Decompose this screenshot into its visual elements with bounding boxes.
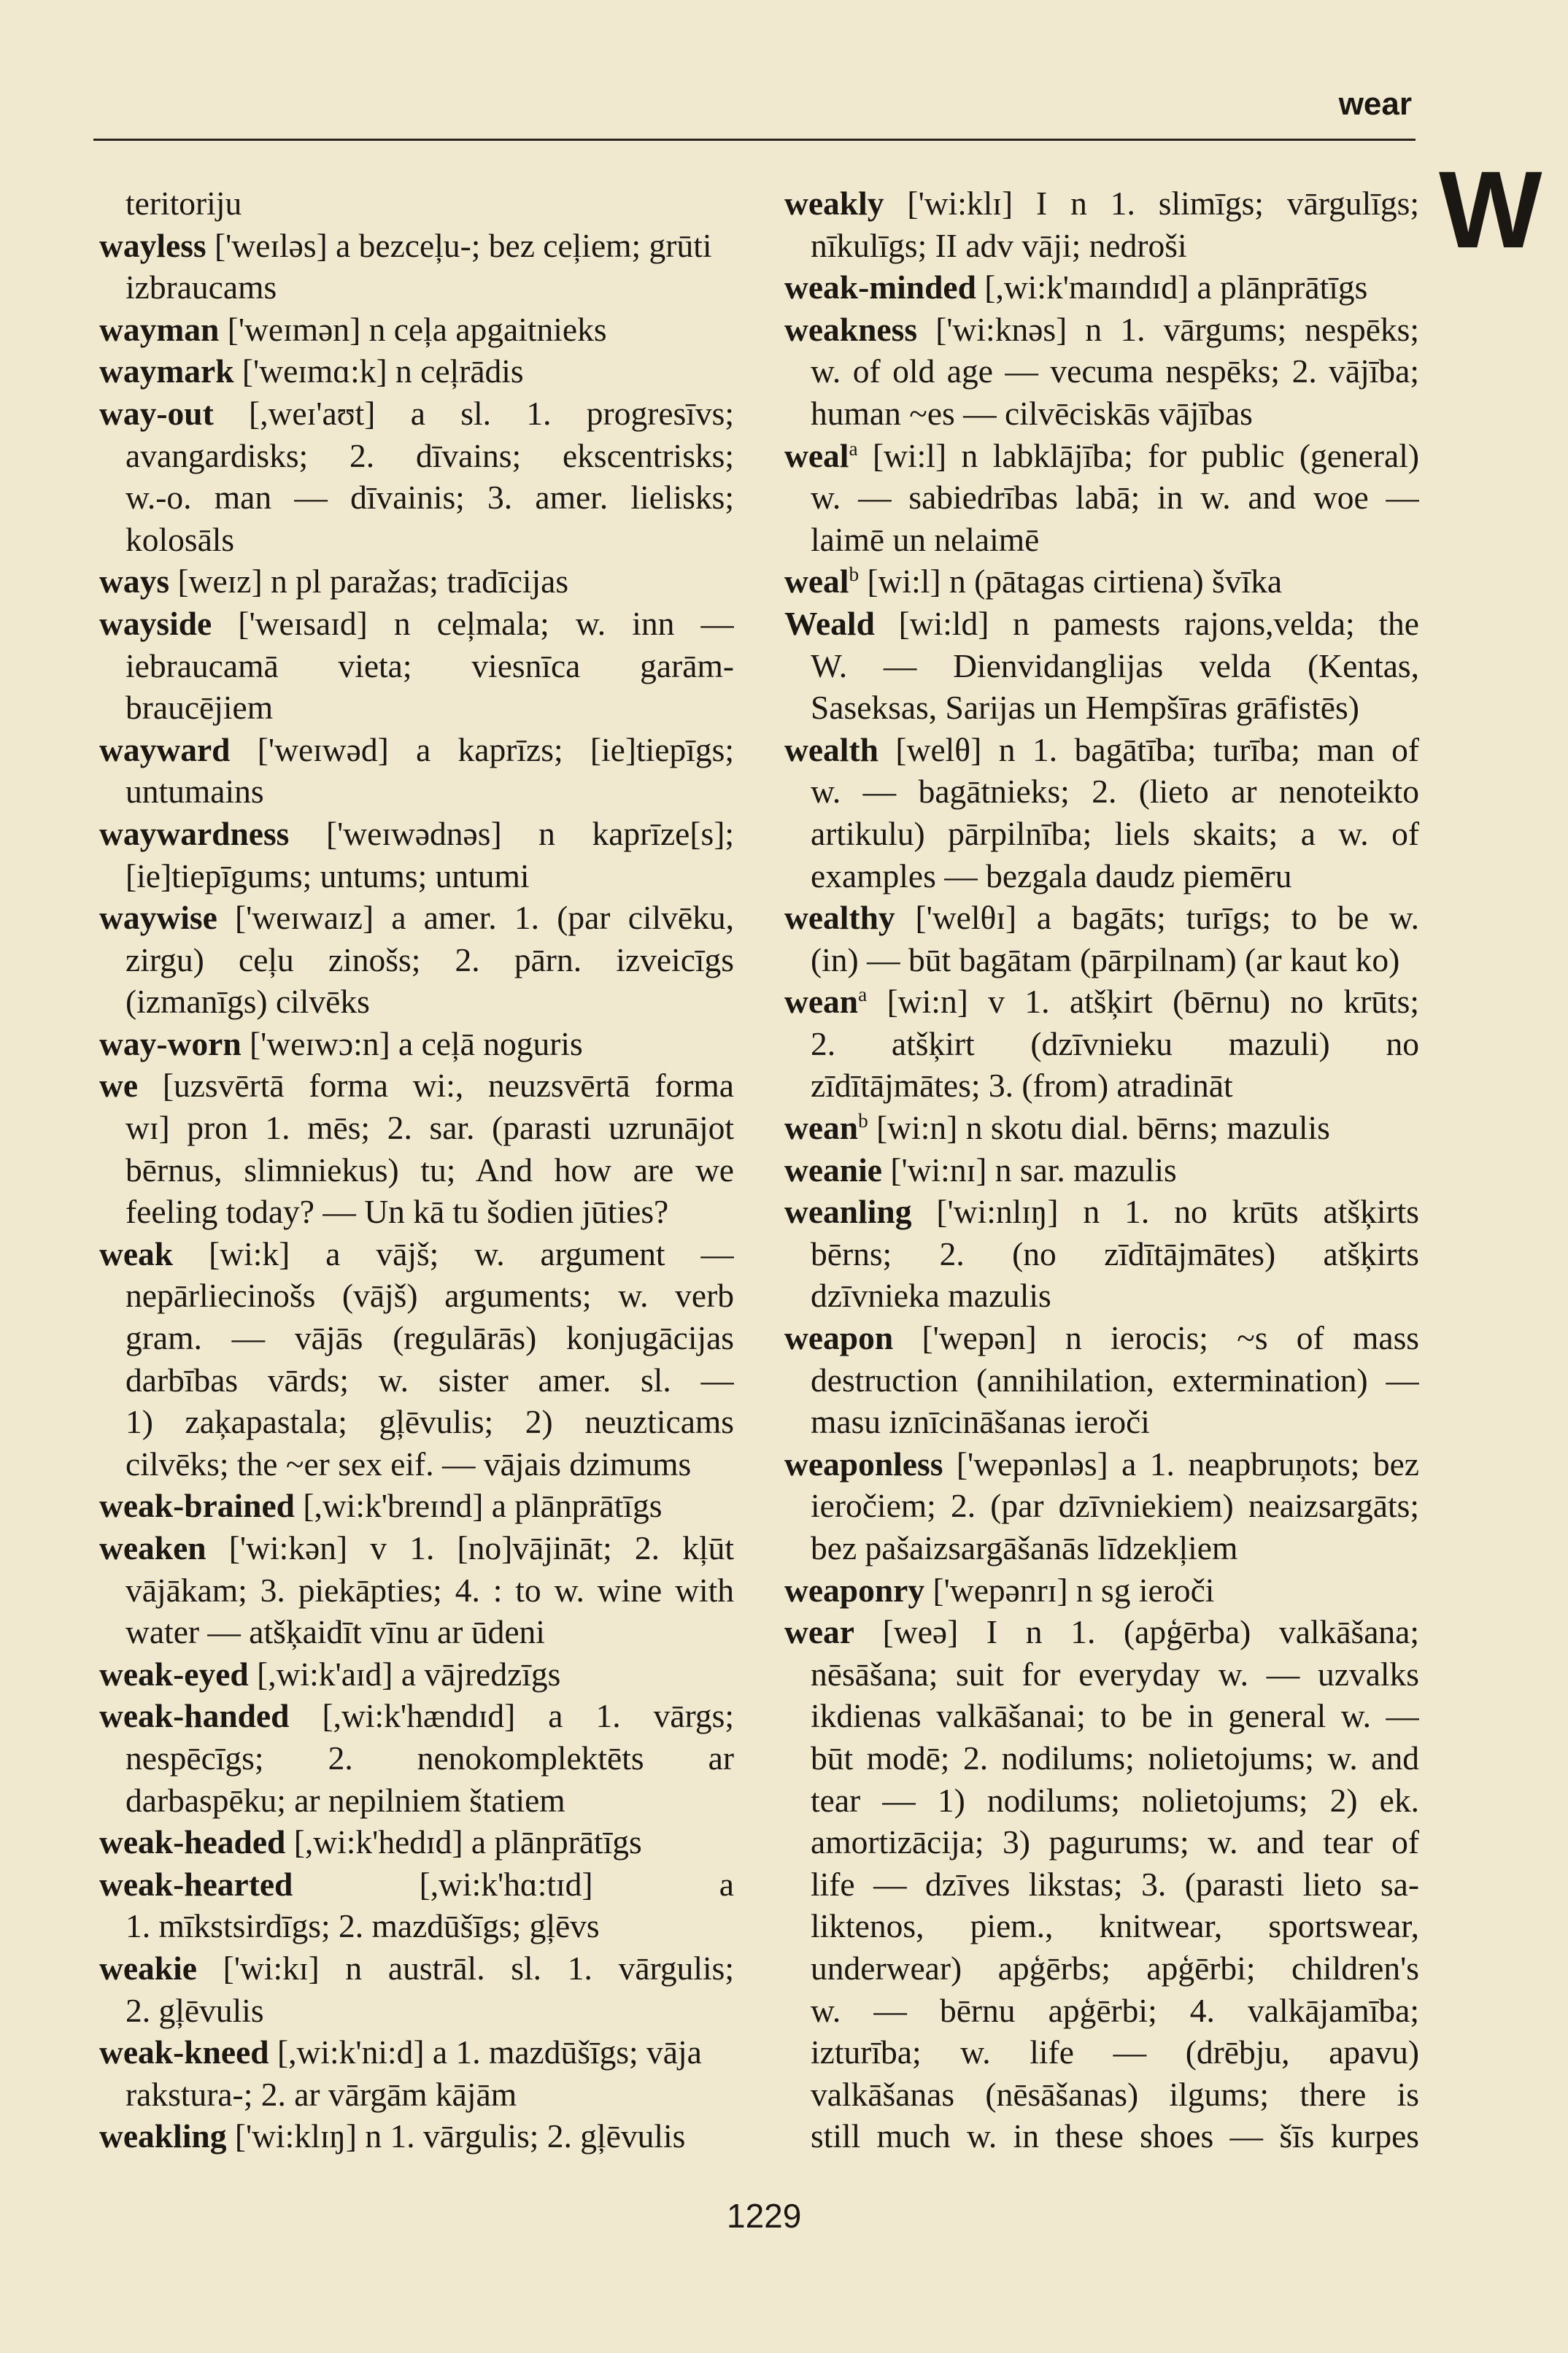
definition-text: ['weɪwəd] a kaprīzs; [ie]tiepīgs; (230, 730, 734, 768)
entry-line (99, 981, 734, 1023)
definition-text: ['welθɪ] a bagāts; turīgs; to be w. (895, 899, 1419, 937)
entry-line (99, 225, 734, 267)
definition-text: water — atšķaidīt vīnu ar ūdeni (125, 1613, 545, 1651)
headword: wayside (99, 604, 212, 642)
definition-text: ['wi:nɪ] n sar. mazulis (881, 1151, 1177, 1189)
entry-line (99, 1611, 734, 1653)
entry-line (784, 1359, 1419, 1402)
entry-line (784, 1443, 1419, 1485)
right-column (784, 182, 1419, 2157)
definition-text: destruction (annihilation, extermination) — (811, 1361, 1419, 1399)
definition-text: ['wi:kɪ] n austrāl. sl. 1. vārgulis; (196, 1949, 734, 1987)
definition-text: izbraucams (125, 268, 277, 306)
entry-line (99, 1947, 734, 1990)
entry-line (784, 1065, 1419, 1107)
definition-text: [,wi:k'hedɪd] a plānprātīgs (285, 1823, 642, 1861)
definition-text: underwear) apģērbs; apģērbi; children's (811, 1949, 1419, 1987)
entry-line (784, 1275, 1419, 1317)
entry-line (784, 897, 1419, 939)
definition-text: w. of old age — vecuma nespēks; 2. vājība; (811, 352, 1419, 390)
definition-text: examples — bezgala daudz piemēru (811, 857, 1292, 895)
entry-line (784, 266, 1419, 309)
entry-line (784, 1780, 1419, 1822)
headword: weak-headed (99, 1823, 286, 1861)
definition-text: būt modē; 2. nodilums; nolietojums; w. and (811, 1739, 1419, 1777)
entry-line (99, 1065, 734, 1107)
headword: weanie (784, 1151, 882, 1189)
left-column (99, 182, 734, 2157)
entry-line (99, 266, 734, 309)
definition-text: w. — sabiedrības labā; in w. and woe — (811, 479, 1419, 517)
definition-text: ['weɪwədnəs] n kaprīze[s]; (289, 814, 734, 852)
entry-line (784, 1863, 1419, 1906)
entry-line (99, 1821, 734, 1863)
headword: weaken (99, 1529, 206, 1566)
entry-line (784, 687, 1419, 729)
headword: way-out (99, 394, 214, 432)
definition-text: wɪ] pron 1. mēs; 2. sar. (parasti uzrunājot (125, 1109, 734, 1147)
definition-text: liktenos, piem., knitwear, sportswear, (811, 1907, 1419, 1945)
definition-text: artikulu) pārpilnība; liels skaits; a w. of (811, 814, 1419, 852)
headword: weakness (784, 310, 918, 348)
headword: weal (784, 563, 849, 600)
definition-text: zīdītājmātes; 3. (from) atradināt (811, 1067, 1233, 1105)
entry-line (784, 2115, 1419, 2157)
entry-line (784, 1107, 1419, 1149)
entry-line (784, 813, 1419, 855)
definition-text: amortizācija; 3) pagurums; w. and tear of (811, 1823, 1419, 1861)
entry-line (99, 1695, 734, 1737)
entry-line (99, 393, 734, 435)
headword: wayman (99, 310, 220, 348)
definition-text: nespēcīgs; 2. nenokomplektēts ar (125, 1739, 734, 1777)
entry-line (99, 729, 734, 771)
definition-text: ['weɪsaɪd] n ceļmala; w. inn — (212, 604, 734, 642)
entry-line (784, 435, 1419, 477)
entry-line (99, 350, 734, 393)
definition-text: kolosāls (125, 520, 235, 558)
headword: weanling (784, 1193, 912, 1231)
definition-text: valkāšanas (nēsāšanas) ilgums; there is (811, 2075, 1419, 2113)
headword: waywise (99, 899, 217, 937)
entry-line (99, 519, 734, 561)
definition-text: human ~es — cilvēciskās vājības (811, 394, 1253, 432)
entry-line (99, 603, 734, 645)
headword: ways (99, 563, 170, 600)
definition-text: w. — bērnu apģērbi; 4. valkājamība; (811, 1991, 1419, 2029)
entry-line (99, 687, 734, 729)
definition-text: masu iznīcināšanas ieroči (811, 1403, 1150, 1441)
definition-text: feeling today? — Un kā tu šodien jūties? (125, 1193, 669, 1231)
definition-text: cilvēks; the ~er sex eif. — vājais dzimums (125, 1445, 692, 1483)
definition-text: ['wi:nlɪŋ] n 1. no krūts atšķirts (911, 1193, 1419, 1231)
definition-text: 2. gļēvulis (125, 1991, 264, 2029)
definition-text: bez pašaizsargāšanās līdzekļiem (811, 1529, 1238, 1566)
definition-text: [wi:n] v 1. atšķirt (bērnu) no krūts; (867, 983, 1419, 1021)
entry-line (99, 855, 734, 897)
definition-text: [wi:l] n (pātagas cirtiena) švīka (859, 563, 1283, 600)
entry-line (99, 1485, 734, 1527)
headword: weaponless (784, 1445, 943, 1483)
entry-line (784, 2074, 1419, 2116)
entry-line (784, 560, 1419, 603)
entry-line (784, 182, 1419, 225)
definition-text: [,weɪ'aʊt] a sl. 1. progresīvs; (213, 394, 734, 432)
entry-line (784, 981, 1419, 1023)
entry-line (99, 1990, 734, 2032)
definition-text: [welθ] n 1. bagātība; turība; man of (878, 730, 1419, 768)
entry-line (784, 1191, 1419, 1233)
entry-line (784, 1233, 1419, 1275)
definition-text: 2. atšķirt (dzīvnieku mazuli) no (811, 1024, 1419, 1062)
definition-text: 1. mīkstsirdīgs; 2. mazdūšīgs; gļēvs (125, 1907, 600, 1945)
headword: wealth (784, 730, 878, 768)
definition-text: ['wi:klɪ] I n 1. slimīgs; vārgulīgs; (884, 185, 1419, 222)
definition-text: [weɪz] n pl paražas; tradīcijas (169, 563, 569, 600)
definition-text: avangardisks; 2. dīvains; ekscentrisks; (125, 436, 734, 474)
entry-line (784, 1569, 1419, 1612)
headword: wean (784, 1109, 859, 1147)
definition-text: untumains (125, 773, 264, 811)
definition-text: nēsāšana; suit for everyday w. — uzvalks (811, 1655, 1419, 1693)
headword: weak-minded (784, 268, 976, 306)
entry-line (784, 1695, 1419, 1737)
definition-text: ['wi:klɪŋ] n 1. vārgulis; 2. gļēvulis (226, 2117, 686, 2155)
definition-text: [wi:ld] n pamests rajons,velda; the (874, 604, 1419, 642)
entry-line (99, 1737, 734, 1780)
headword: wayward (99, 730, 231, 768)
entry-line (99, 476, 734, 519)
definition-text: rakstura-; 2. ar vārgām kājām (125, 2075, 517, 2113)
definition-text: ['weɪmən] n ceļa apgaitnieks (219, 310, 607, 348)
guide-word: wear (1338, 86, 1412, 122)
header-rule (93, 139, 1416, 141)
entry-line (99, 2074, 734, 2116)
headword: way-worn (99, 1024, 242, 1062)
definition-text: 1) zaķapastala; gļēvulis; 2) neuzticams (125, 1403, 734, 1441)
headword: wayless (99, 226, 206, 264)
homonym-index: a (849, 437, 858, 460)
headword: weak-brained (99, 1487, 295, 1525)
entry-line (784, 1737, 1419, 1780)
entry-line (784, 476, 1419, 519)
entry-line (784, 1485, 1419, 1527)
definition-text: w. — bagātnieks; 2. (lieto ar nenoteikto (811, 773, 1419, 811)
entry-line (784, 1947, 1419, 1990)
headword: weakling (99, 2117, 227, 2155)
homonym-index: b (858, 1109, 868, 1132)
entry-line (99, 309, 734, 351)
headword: weakly (784, 185, 884, 222)
entry-line (99, 182, 734, 225)
entry-line (784, 1905, 1419, 1947)
definition-text: ['weɪwaɪz] a amer. 1. (par cilvēku, (217, 899, 734, 937)
thumb-index-letter: W (1439, 148, 1542, 271)
entry-line (784, 645, 1419, 687)
definition-text: tear — 1) nodilums; nolietojums; 2) ek. (811, 1781, 1419, 1819)
entry-line (784, 1023, 1419, 1065)
entry-line (99, 435, 734, 477)
headword: weaponry (784, 1571, 925, 1609)
definition-text: nīkulīgs; II adv vāji; nedroši (811, 226, 1187, 264)
entry-line (784, 1821, 1419, 1863)
entry-line (99, 1780, 734, 1822)
headword: we (99, 1067, 139, 1105)
page-number: 1229 (727, 2197, 802, 2235)
definition-text: ['wepənrɪ] n sg ieroči (924, 1571, 1215, 1609)
definition-text: ['weɪləs] a bezceļu-; bez ceļiem; grūti (206, 226, 712, 264)
definition-text: braucējiem (125, 689, 274, 727)
entry-line (99, 1401, 734, 1443)
entry-line (99, 1443, 734, 1485)
entry-line (99, 1275, 734, 1317)
definition-text: still much w. in these shoes — šīs kurpes (811, 2117, 1419, 2155)
entry-line (784, 770, 1419, 813)
definition-text: darbības vārds; w. sister amer. sl. — (125, 1361, 734, 1399)
definition-text: bērns; 2. (no zīdītājmātes) atšķirts (811, 1235, 1419, 1272)
definition-text: [ie]tiepīgums; untums; untumi (125, 857, 530, 895)
entry-line (784, 519, 1419, 561)
entry-line (784, 1653, 1419, 1696)
entry-line (99, 1149, 734, 1191)
entry-line (784, 1317, 1419, 1359)
definition-text: [,wi:k'maɪndɪd] a plānprātīgs (976, 268, 1368, 306)
headword: weak-hearted (99, 1865, 293, 1903)
entry-line (784, 1401, 1419, 1443)
entry-line (99, 645, 734, 687)
entry-line (99, 1317, 734, 1359)
definition-text: (izmanīgs) cilvēks (125, 983, 370, 1021)
entry-line (99, 1107, 734, 1149)
headword: Weald (784, 604, 875, 642)
entry-line (784, 1611, 1419, 1653)
definition-text: laimē un nelaimē (811, 520, 1040, 558)
definition-text: ['wepənləs] a 1. neapbruņots; bez (943, 1445, 1419, 1483)
entry-line (99, 1023, 734, 1065)
entry-line (99, 1905, 734, 1947)
definition-text: ['wi:knəs] n 1. vārgums; nespēks; (917, 310, 1419, 348)
headword: weak-kneed (99, 2033, 269, 2071)
definition-text: [weə] I n 1. (apģērba) valkāšana; (854, 1613, 1419, 1651)
definition-text: izturība; w. life — (drēbju, apavu) (811, 2033, 1419, 2071)
definition-text: ikdienas valkāšanai; to be in general w. — (811, 1697, 1419, 1735)
definition-text: w.-o. man — dīvainis; 3. amer. lielisks; (125, 479, 734, 517)
headword: waywardness (99, 814, 290, 852)
headword: weak-handed (99, 1697, 290, 1735)
definition-text: (in) — būt bagātam (pārpilnam) (ar kaut ko) (811, 940, 1400, 978)
definition-text: iebraucamā vieta; viesnīca garām- (125, 646, 734, 684)
definition-text: darbaspēku; ar nepilniem štatiem (125, 1781, 565, 1819)
entry-line (784, 603, 1419, 645)
entry-line (99, 1233, 734, 1275)
headword: wealthy (784, 899, 895, 937)
definition-text: vājākam; 3. piekāpties; 4. : to w. wine with (125, 1571, 734, 1609)
definition-text: [,wi:k'hændɪd] a 1. vārgs; (289, 1697, 734, 1735)
definition-text: [wi:n] n skotu dial. bērns; mazulis (868, 1109, 1330, 1147)
definition-text: [,wi:k'breɪnd] a plānprātīgs (294, 1487, 663, 1525)
entry-line (99, 939, 734, 981)
entry-line (99, 560, 734, 603)
headword: waymark (99, 352, 234, 390)
entry-line (784, 309, 1419, 351)
definition-text: W. — Dienvidanglijas velda (Kentas, (811, 646, 1419, 684)
entry-line (99, 2115, 734, 2157)
entry-line (99, 2031, 734, 2074)
definition-text: [wi:l] n labklājība; for public (general) (857, 436, 1419, 474)
entry-line (784, 2031, 1419, 2074)
entry-line (99, 1527, 734, 1569)
entry-line (99, 770, 734, 813)
entry-line (784, 729, 1419, 771)
definition-text: Saseksas, Sarijas un Hempšīras grāfistēs) (811, 689, 1359, 727)
entry-line (99, 1359, 734, 1402)
entry-line (784, 1149, 1419, 1191)
definition-text: [wi:k] a vājš; w. argument — (173, 1235, 734, 1272)
entry-line (784, 855, 1419, 897)
definition-text: dzīvnieka mazulis (811, 1277, 1051, 1315)
headword: weal (784, 436, 849, 474)
entry-line (784, 1527, 1419, 1569)
entry-line (99, 1863, 734, 1906)
entry-line (99, 897, 734, 939)
definition-text: nepārliecinošs (vājš) arguments; w. verb (125, 1277, 734, 1315)
entry-line (784, 225, 1419, 267)
headword: wear (784, 1613, 854, 1651)
definition-text: ['wi:kən] v 1. [no]vājināt; 2. kļūt (206, 1529, 734, 1566)
headword: weakie (99, 1949, 197, 1987)
headword: wean (784, 983, 859, 1021)
headword: weapon (784, 1319, 894, 1357)
headword: weak (99, 1235, 174, 1272)
definition-text: gram. — vājās (regulārās) konjugācijas (125, 1319, 734, 1357)
entry-line (99, 1569, 734, 1612)
definition-text: [uzsvērtā forma wi:, neuzsvērtā forma (138, 1067, 734, 1105)
definition-text: ['wepən] n ierocis; ~s of mass (893, 1319, 1419, 1357)
entry-line (784, 350, 1419, 393)
definition-text: [,wi:k'hɑ:tɪd] a (293, 1865, 734, 1903)
definition-text: bērnus, slimniekus) tu; And how are we (125, 1151, 734, 1189)
definition-text: [,wi:k'aɪd] a vājredzīgs (248, 1655, 561, 1693)
definition-text: ieročiem; 2. (par dzīvniekiem) neaizsargāts; (811, 1487, 1419, 1525)
headword: weak-eyed (99, 1655, 249, 1693)
entry-line (784, 939, 1419, 981)
definition-text: [,wi:k'ni:d] a 1. mazdūšīgs; vāja (269, 2033, 702, 2071)
definition-text: life — dzīves likstas; 3. (parasti lieto sa- (811, 1865, 1419, 1903)
entry-line (784, 393, 1419, 435)
entry-line (99, 813, 734, 855)
homonym-index: a (858, 984, 868, 1006)
definition-text: zirgu) ceļu zinošs; 2. pārn. izveicīgs (125, 940, 734, 978)
definition-text: ['weɪwɔ:n] a ceļā noguris (241, 1024, 583, 1062)
entry-line (784, 1990, 1419, 2032)
entry-line (99, 1191, 734, 1233)
homonym-index: b (849, 563, 860, 586)
definition-text: ['weɪmɑ:k] n ceļrādis (233, 352, 524, 390)
entry-line (99, 1653, 734, 1696)
definition-text: teritoriju (125, 185, 242, 222)
